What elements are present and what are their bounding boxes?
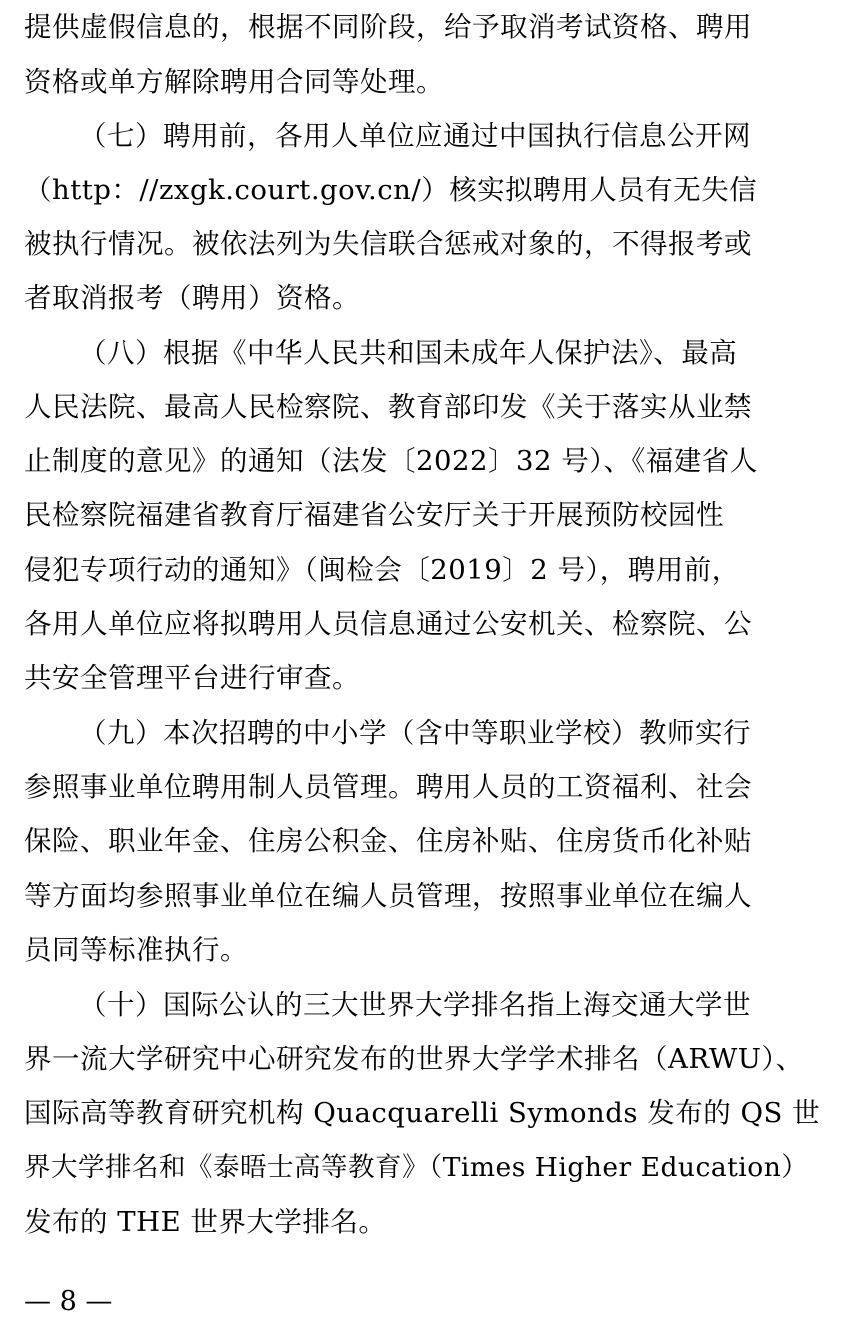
text-line: 发布的 THE 世界大学排名。 <box>24 1206 387 1238</box>
paragraph-7-first-line: （七）聘用前，各用人单位应通过中国执行信息公开网 <box>79 120 751 152</box>
text-line: 侵犯专项行动的通知》（闽检会〔2019〕2 号），聘用前， <box>24 554 740 586</box>
text-line: 参照事业单位聘用制人员管理。聘用人员的工资福利、社会 <box>24 771 752 803</box>
text-line: 共安全管理平台进行审查。 <box>24 662 360 694</box>
text-line: 界一流大学研究中心研究发布的世界大学学术排名（ARWU）、 <box>24 1043 804 1075</box>
paragraph-10-first-line: （十）国际公认的三大世界大学排名指上海交通大学世 <box>79 989 751 1021</box>
page-number: — 8 — <box>24 1286 113 1317</box>
text-line: 被执行情况。被依法列为失信联合惩戒对象的，不得报考或 <box>24 228 752 260</box>
text-line: 各用人单位应将拟聘用人员信息通过公安机关、检察院、公 <box>24 608 752 640</box>
text-line: 止制度的意见》的通知（法发〔2022〕32 号）、《福建省人 <box>24 445 758 477</box>
paragraph-9-first-line: （九）本次招聘的中小学（含中等职业学校）教师实行 <box>79 717 751 749</box>
text-line: 员同等标准执行。 <box>24 934 248 966</box>
text-line: 提供虚假信息的，根据不同阶段，给予取消考试资格、聘用 <box>24 11 752 43</box>
text-line: （http：//zxgk.court.gov.cn/）核实拟聘用人员有无失信 <box>24 174 758 206</box>
text-line: 民检察院福建省教育厅福建省公安厅关于开展预防校园性 <box>24 499 724 531</box>
text-line: 等方面均参照事业单位在编人员管理，按照事业单位在编人 <box>24 880 752 912</box>
paragraph-8-first-line: （八）根据《中华人民共和国未成年人保护法》、最高 <box>79 337 738 369</box>
text-line: 者取消报考（聘用）资格。 <box>24 282 360 314</box>
text-line: 国际高等教育研究机构 Quacquarelli Symonds 发布的 QS 世 <box>24 1097 821 1129</box>
text-line: 资格或单方解除聘用合同等处理。 <box>24 66 444 98</box>
text-line: 保险、职业年金、住房公积金、住房补贴、住房货币化补贴 <box>24 825 752 857</box>
text-line: 界大学排名和《泰晤士高等教育》（Times Higher Education） <box>24 1152 809 1183</box>
text-line: 人民法院、最高人民检察院、教育部印发《关于落实从业禁 <box>24 391 752 423</box>
